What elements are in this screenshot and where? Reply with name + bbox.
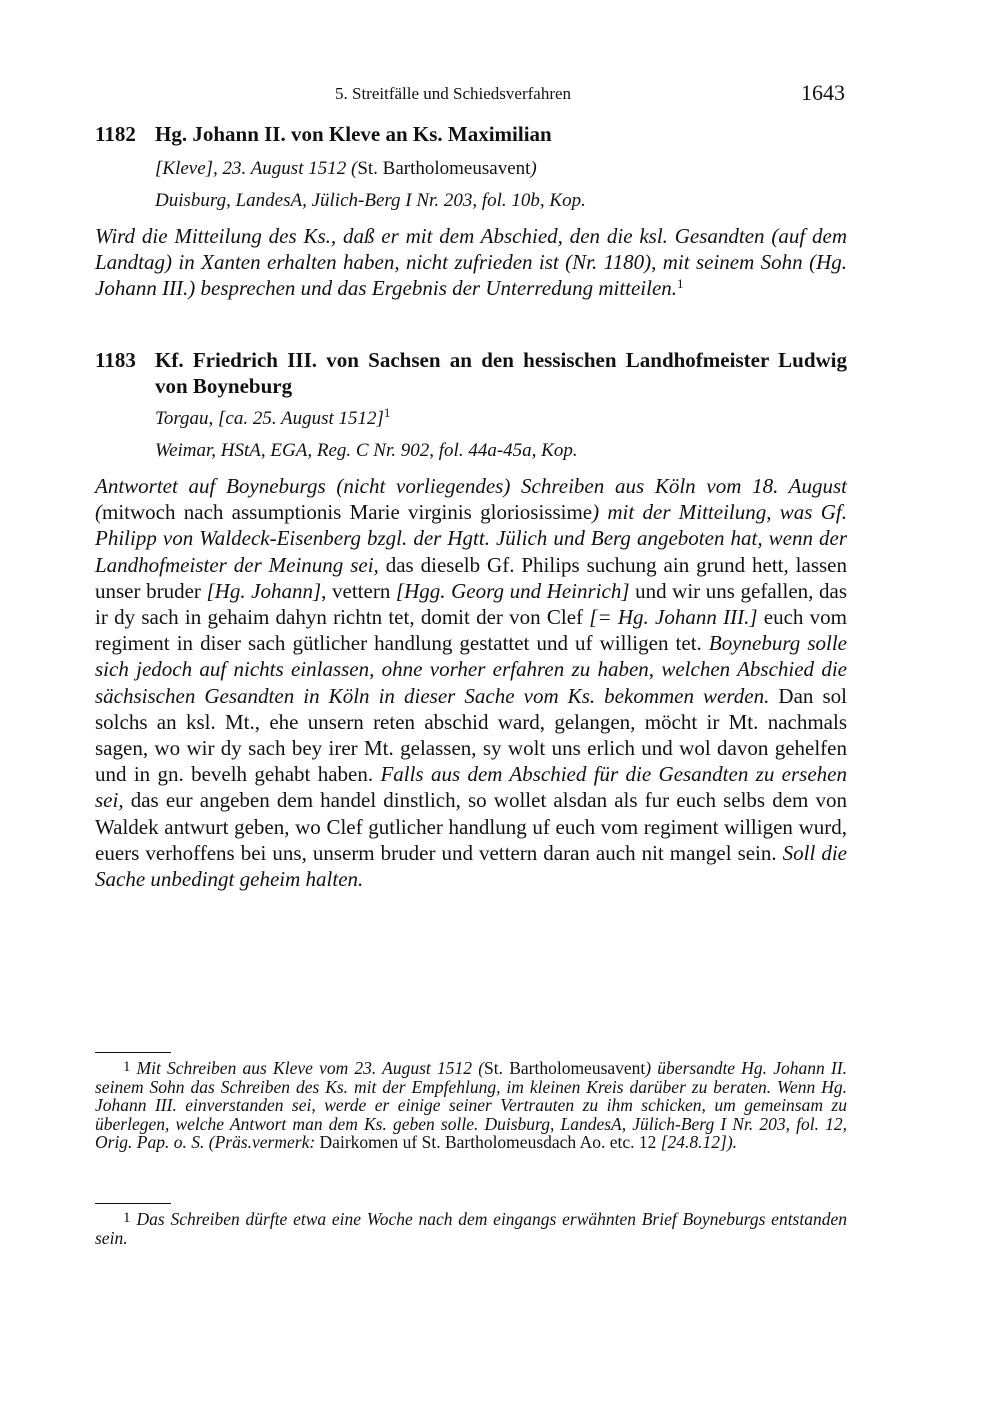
footnote-rule [95, 1203, 171, 1204]
entry-date [155, 153, 847, 185]
page-number: 1643 [801, 80, 845, 105]
date-text: Torgau, [ca. 25. August 1512] [155, 408, 384, 429]
entry-heading [95, 347, 847, 399]
footnote-number: 1 [123, 1059, 131, 1075]
entry-number: 1182 [95, 122, 136, 146]
entry-title: Kf. Friedrich III. von Sachsen an den hessischen Landhofmeister Ludwig von Boyneburg [155, 348, 847, 398]
entry-1183 [95, 347, 847, 892]
footnote-1183 [95, 1209, 847, 1247]
entry-number: 1183 [95, 348, 136, 372]
text-segment: [Hg. Johann] [206, 578, 322, 603]
footnote-mark: 1 [677, 276, 684, 292]
footnote-segment: Dairkomen uf St. Bartholomeusdach Ao. etc. 12 [315, 1132, 661, 1152]
text-segment: ) mit der Mitteilung, was Gf. Philipp von Waldeck-Eisenberg bzgl. der Hgtt. Jülich und Berg angeboten hat, wenn der Landhofmeister der Meinung sei, [95, 500, 847, 577]
footnote-segment: St. Bartholomeusavent [484, 1058, 646, 1078]
text-segment: mitwoch nach assumptionis Marie virginis gloriosissime [102, 500, 593, 525]
summary-text: Wird die Mitteilung des Ks., daß er mit dem Abschied, den die ksl. Gesandten (auf dem Landtag) in Xanten erhalten haben, nicht zufrieden ist (Nr. 1180), mit seinem Sohn (Hg. Johann III.) besprechen und das Ergebnis der Unterredung mitteilen. [95, 224, 847, 301]
footnote-segment: Mit Schreiben aus Kleve vom 23. August 1512 ( [136, 1058, 485, 1078]
footnote-mark: 1 [383, 405, 391, 420]
footnote-rule [95, 1052, 171, 1053]
text-segment: Antwortet auf Boyneburgs (nicht vorliegendes) Schreiben aus Köln vom 18. August ( [95, 474, 847, 525]
text-segment: [= Hg. Johann III.] [589, 605, 758, 630]
entry-1182 [95, 121, 847, 302]
date-close: ) [530, 158, 537, 179]
entry-source: Weimar, HStA, EGA, Reg. C Nr. 902, fol. 44a-45a, Kop. [155, 440, 578, 461]
entry-heading [95, 121, 847, 147]
date-italic: [Kleve], 23. August 1512 ( [155, 158, 358, 179]
text-segment: das dieselb Gf. Philips suchung ain grund hett, lassen unser bruder [95, 552, 847, 603]
text-segment: euch vom regiment in diser sach gütlicher handlung gestattet und uf willigen tet. [95, 605, 847, 656]
entry-body [95, 473, 847, 892]
text-segment: das eur angeben dem handel dinstlich, so wollet alsdan als fur euch selbs dem von Waldek antwurt geben, wo Clef gutlicher handlung uf euch vom regiment willigen wurd, euers verhoffens bei uns, unserm bruder und vettern daran auch nit mangel sein. [95, 788, 847, 865]
footnote-1182 [95, 1058, 847, 1152]
entry-title: Hg. Johann II. von Kleve an Ks. Maximilian [155, 122, 552, 146]
text-segment: und wir uns gefallen, das ir dy sach in gehaim dahyn richtn tet, domit der von Clef [95, 578, 847, 630]
footnote-number: 1 [123, 1210, 131, 1226]
text-segment: , vettern [321, 578, 396, 603]
text-segment: Soll die Sache unbedingt geheim halten. [95, 840, 847, 892]
text-segment: Dan sol solchs an ksl. Mt., ehe unsern reten abschid ward, gelangen, möcht ir Mt. nachmals sagen, wo wir dy sach bey irer Mt. gelassen, sy wolt uns erlich und wol davon gehelfen und in gn. bevelh gehabt haben. [95, 683, 847, 787]
footnote-segment: ) übersandte Hg. Johann II. seinem Sohn das Schreiben des Ks. mit der Empfehlung, im kleinen Kreis darüber zu beraten. Wenn Hg. Johann III. einverstanden sei, werde er einige seiner Vertrauten zu ihm schicken, um gemeinsam zu überlegen, welche Antwort man dem Ks. geben solle. Duisburg, LandesA, Jülich-Berg I Nr. 203, fol. 12, Orig. Pap. o. S. (Präs.vermerk: [95, 1058, 847, 1152]
footnote-segment: [24.8.12]). [660, 1132, 738, 1152]
text-segment: Boyneburg solle sich jedoch auf nichts einlassen, ohne vorher erfahren zu haben, welchen Abschied die sächsischen Gesandten in Köln in dieser Sache vom Ks. bekommen werden. [95, 631, 848, 708]
entry-date [155, 403, 847, 435]
footnote-text: Das Schreiben dürfte etwa eine Woche nach dem eingangs erwähnten Brief Boyneburgs entstanden sein. [95, 1209, 847, 1248]
text-segment: Falls aus dem Abschied für die Gesandten zu ersehen sei, [95, 762, 847, 813]
entry-summary [95, 223, 847, 302]
entry-source: Duisburg, LandesA, Jülich-Berg I Nr. 203, fol. 10b, Kop. [155, 190, 586, 211]
running-title: 5. Streitfälle und Schiedsverfahren [335, 84, 572, 103]
running-head [95, 82, 847, 106]
date-roman: St. Bartholomeusavent [357, 158, 531, 179]
text-segment: [Hgg. Georg und Heinrich] [395, 578, 630, 603]
